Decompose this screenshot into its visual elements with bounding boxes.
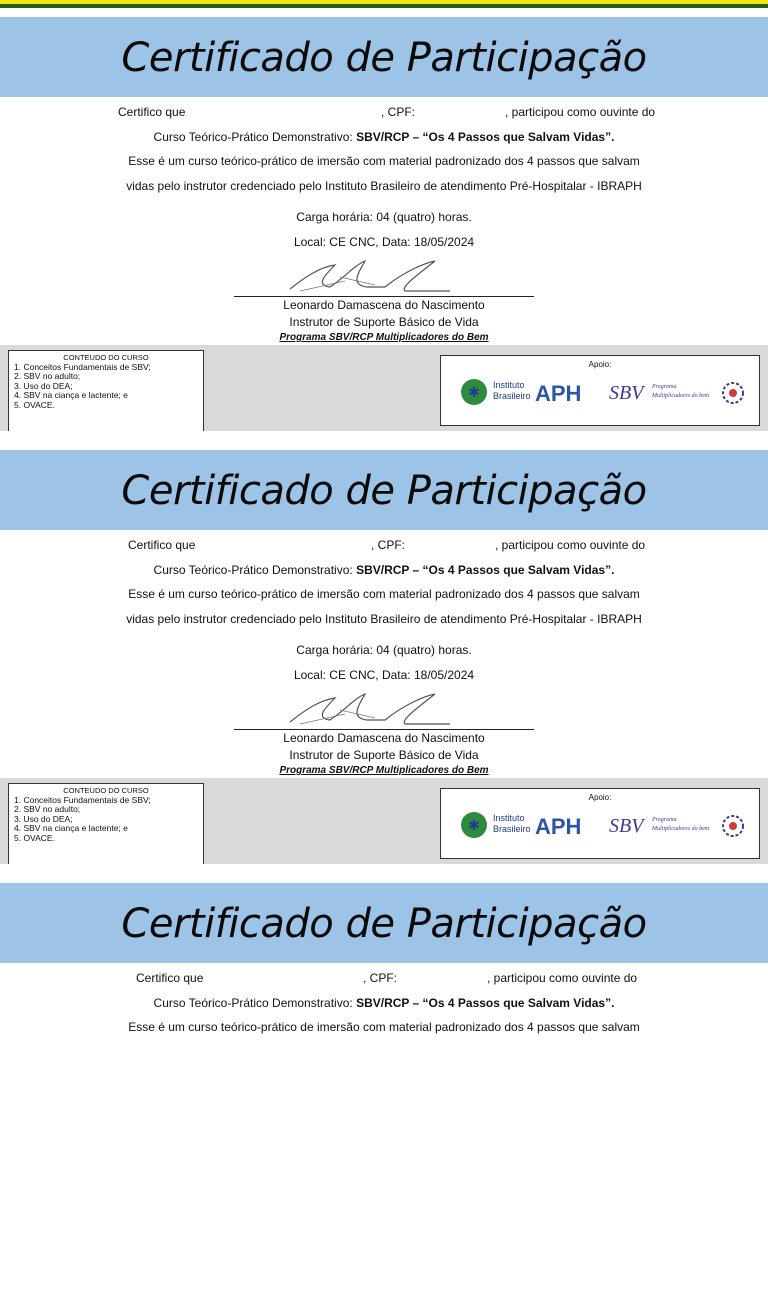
description-line-1: Esse é um curso teórico-prático de imersão com material padronizado dos 4 passos que salvam — [128, 154, 640, 168]
certify-prefix: Certifico que — [128, 538, 196, 552]
course-prefix: Curso Teórico-Prático Demonstrativo: — [153, 130, 357, 144]
description-line-1: Esse é um curso teórico-prático de imersão com material padronizado dos 4 passos que salvam — [128, 587, 640, 601]
content-item: 5. OVACE. — [14, 399, 55, 410]
program-name: Programa SBV/RCP Multiplicadores do Bem — [279, 765, 489, 776]
logo-instituto: Instituto — [493, 380, 525, 390]
logo-multiplicadores: Multiplicadores do bem — [652, 826, 710, 832]
course-name: SBV/RCP – “Os 4 Passos que Salvam Vidas”. — [356, 996, 615, 1010]
instructor-role: Instrutor de Suporte Básico de Vida — [289, 748, 479, 762]
workload: Carga horária: 04 (quatro) horas. — [296, 643, 472, 657]
content-item: 2. SBV no adulto; — [14, 371, 81, 382]
separator-stripes — [0, 431, 768, 437]
signature-line — [234, 729, 534, 730]
content-item: 3. Uso do DEA; — [14, 813, 73, 824]
content-item: 1. Conceitos Fundamentais de SBV; — [14, 794, 151, 805]
sponsor-logos — [441, 799, 759, 859]
cpf-label: , CPF: — [381, 105, 416, 119]
signature-image — [285, 257, 455, 297]
content-item: 5. OVACE. — [14, 832, 55, 843]
certify-prefix: Certifico que — [136, 971, 204, 985]
logo-brasileiro: Brasileiro — [493, 391, 531, 401]
certificate-title: Certificado de Participação — [121, 35, 647, 81]
content-item: 4. SBV na ciança e lactente; e — [14, 823, 128, 834]
certify-prefix: Certifico que — [118, 105, 186, 119]
course-content-box — [8, 783, 204, 865]
logo-brasileiro: Brasileiro — [493, 824, 531, 834]
certificate-2 — [0, 450, 768, 882]
sponsor-logos — [441, 366, 759, 426]
separator-stripes — [0, 864, 768, 870]
content-item: 4. SBV na ciança e lactente; e — [14, 390, 128, 401]
location-date: Local: CE CNC, Data: 18/05/2024 — [293, 235, 475, 249]
logo-multiplicadores: Multiplicadores do bem — [652, 393, 710, 399]
course-name: SBV/RCP – “Os 4 Passos que Salvam Vidas”. — [356, 130, 615, 144]
course-line — [0, 563, 768, 577]
cpf-label: , CPF: — [363, 971, 398, 985]
location-date: Local: CE CNC, Data: 18/05/2024 — [293, 668, 475, 682]
apoio-box — [440, 355, 760, 426]
instructor-role: Instrutor de Suporte Básico de Vida — [289, 315, 479, 329]
certificate-1 — [0, 17, 768, 449]
workload: Carga horária: 04 (quatro) horas. — [296, 210, 472, 224]
description-line-2: vidas pelo instrutor credenciado pelo Instituto Brasileiro de atendimento Pré-Hospitalar - IBRAPH — [126, 179, 642, 193]
content-item: 2. SBV no adulto; — [14, 804, 81, 815]
description-line-1: Esse é um curso teórico-prático de imersão com material padronizado dos 4 passos que salvam — [128, 1020, 640, 1034]
apoio-label: Apoio: — [588, 793, 612, 802]
content-item: 3. Uso do DEA; — [14, 380, 73, 391]
description-line-2: vidas pelo instrutor credenciado pelo Instituto Brasileiro de atendimento Pré-Hospitalar - IBRAPH — [126, 612, 642, 626]
course-prefix: Curso Teórico-Prático Demonstrativo: — [153, 996, 357, 1010]
logo-sbv: SBV — [609, 382, 644, 404]
apoio-label: Apoio: — [588, 360, 612, 369]
logo-programa: Programa — [652, 817, 677, 823]
instructor-name: Leonardo Damascena do Nascimento — [283, 298, 485, 312]
content-header: CONTEUDO DO CURSO — [63, 786, 149, 795]
logo-instituto: Instituto — [493, 813, 525, 823]
logo-aph: APH — [535, 814, 582, 839]
certificate-3 — [0, 883, 768, 1315]
logo-sbv: SBV — [609, 815, 644, 837]
svg-text:✱: ✱ — [468, 818, 480, 834]
certificate-title: Certificado de Participação — [121, 901, 647, 947]
program-name: Programa SBV/RCP Multiplicadores do Bem — [279, 332, 489, 343]
instructor-name: Leonardo Damascena do Nascimento — [283, 731, 485, 745]
course-prefix: Curso Teórico-Prático Demonstrativo: — [153, 563, 357, 577]
participated-text: , participou como ouvinte do — [487, 971, 638, 985]
course-line — [0, 130, 768, 144]
course-name: SBV/RCP – “Os 4 Passos que Salvam Vidas”. — [356, 563, 615, 577]
logo-aph: APH — [535, 381, 582, 406]
signature-line — [234, 296, 534, 297]
content-header: CONTEUDO DO CURSO — [63, 353, 149, 362]
top-stripes — [0, 0, 768, 8]
content-item: 1. Conceitos Fundamentais de SBV; — [14, 361, 151, 372]
participated-text: , participou como ouvinte do — [505, 105, 656, 119]
cpf-label: , CPF: — [371, 538, 406, 552]
apoio-box — [440, 788, 760, 859]
svg-text:✱: ✱ — [468, 385, 480, 401]
certificate-title: Certificado de Participação — [121, 468, 647, 514]
logo-programa: Programa — [652, 384, 677, 390]
course-content-box — [8, 350, 204, 432]
course-line — [0, 996, 768, 1010]
signature-image — [285, 690, 455, 730]
participated-text: , participou como ouvinte do — [495, 538, 646, 552]
